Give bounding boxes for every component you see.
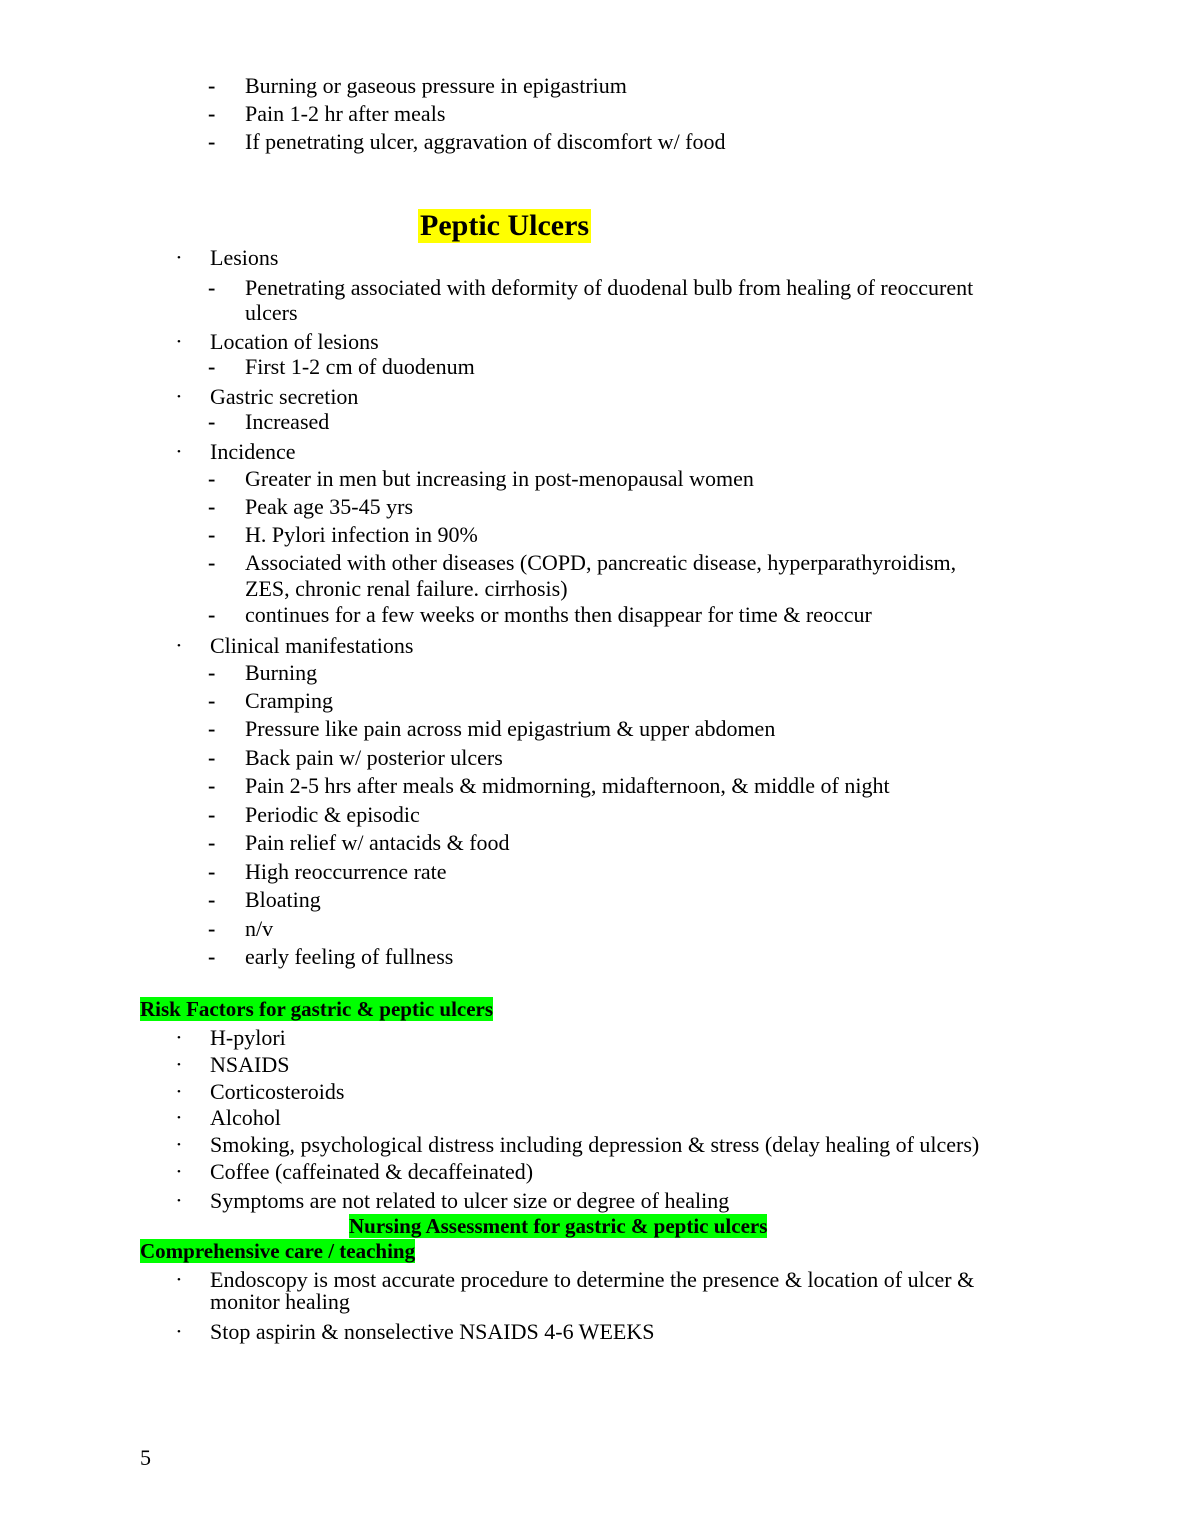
list-item: Incidence [210, 439, 296, 464]
dash-marker: - [208, 354, 216, 379]
page-number: 5 [140, 1445, 151, 1470]
dash-marker: - [208, 494, 216, 519]
bullet-marker: • [177, 1195, 181, 1207]
sub-item: Pressure like pain across mid epigastrium & upper abdomen [245, 716, 776, 741]
risk-item: Coffee (caffeinated & decaffeinated) [210, 1159, 534, 1184]
bullet-marker: • [177, 446, 181, 458]
dash-marker: - [208, 887, 216, 912]
list-item: Clinical manifestations [210, 633, 414, 658]
risk-item: NSAIDS [210, 1052, 290, 1077]
sub-item: Burning [245, 660, 318, 685]
bullet-marker: • [177, 1086, 181, 1098]
risk-item: Smoking, psychological distress including depression & stress (delay healing of ulcers) [210, 1132, 980, 1157]
risk-item: Corticosteroids [210, 1079, 345, 1104]
sub-item: Increased [245, 409, 330, 434]
dash-marker: - [208, 550, 216, 575]
intro-item: Pain 1-2 hr after meals [245, 101, 446, 126]
nursing-assessment-heading: Nursing Assessment for gastric & peptic ulcers [349, 1214, 768, 1238]
dash-marker: - [208, 73, 216, 98]
risk-item: Alcohol [210, 1105, 281, 1130]
care-item-continuation: monitor healing [210, 1289, 350, 1314]
dash-marker: - [208, 944, 216, 969]
comprehensive-care-heading: Comprehensive care / teaching [140, 1239, 416, 1263]
bullet-marker: • [177, 1326, 181, 1338]
sub-item: Associated with other diseases (COPD, pancreatic disease, hyperparathyroidism, [245, 550, 957, 575]
sub-item: First 1-2 cm of duodenum [245, 354, 475, 379]
sub-item: continues for a few weeks or months then disappear for time & reoccur [245, 602, 872, 627]
sub-item: Pain relief w/ antacids & food [245, 830, 510, 855]
sub-item: early feeling of fullness [245, 944, 454, 969]
sub-item: Periodic & episodic [245, 802, 420, 827]
dash-marker: - [208, 101, 216, 126]
bullet-marker: • [177, 1166, 181, 1178]
dash-marker: - [208, 830, 216, 855]
intro-item: If penetrating ulcer, aggravation of discomfort w/ food [245, 129, 726, 154]
dash-marker: - [208, 773, 216, 798]
sub-item-continuation: ulcers [245, 300, 298, 325]
sub-item: Greater in men but increasing in post-menopausal women [245, 466, 754, 491]
section-title: Peptic Ulcers [420, 209, 590, 242]
list-item: Gastric secretion [210, 384, 359, 409]
list-item: Location of lesions [210, 329, 379, 354]
dash-marker: - [208, 409, 216, 434]
dash-marker: - [208, 688, 216, 713]
sub-item: Cramping [245, 688, 333, 713]
dash-marker: - [208, 916, 216, 941]
dash-marker: - [208, 660, 216, 685]
dash-marker: - [208, 745, 216, 770]
sub-item: n/v [245, 916, 274, 941]
sub-item: Back pain w/ posterior ulcers [245, 745, 503, 770]
sub-item: High reoccurrence rate [245, 859, 447, 884]
dash-marker: - [208, 602, 216, 627]
sub-item-continuation: ZES, chronic renal failure. cirrhosis) [245, 576, 568, 601]
care-item: Endoscopy is most accurate procedure to determine the presence & location of ulcer & [210, 1267, 975, 1292]
intro-item: Burning or gaseous pressure in epigastrium [245, 73, 627, 98]
bullet-marker: • [177, 1112, 181, 1124]
sub-item: Bloating [245, 887, 321, 912]
risk-item: H-pylori [210, 1025, 286, 1050]
bullet-marker: • [177, 1274, 181, 1286]
care-item: Stop aspirin & nonselective NSAIDS 4-6 WEEKS [210, 1319, 655, 1344]
dash-marker: - [208, 466, 216, 491]
bullet-marker: • [177, 252, 181, 264]
dash-marker: - [208, 275, 216, 300]
bullet-marker: • [177, 391, 181, 403]
sub-item: H. Pylori infection in 90% [245, 522, 478, 547]
bullet-marker: • [177, 1059, 181, 1071]
bullet-marker: • [177, 640, 181, 652]
risk-item: Symptoms are not related to ulcer size or degree of healing [210, 1188, 730, 1213]
list-item: Lesions [210, 245, 279, 270]
bullet-marker: • [177, 1032, 181, 1044]
sub-item: Peak age 35-45 yrs [245, 494, 414, 519]
dash-marker: - [208, 522, 216, 547]
dash-marker: - [208, 129, 216, 154]
bullet-marker: • [177, 336, 181, 348]
bullet-marker: • [177, 1139, 181, 1151]
risk-factors-heading: Risk Factors for gastric & peptic ulcers [140, 997, 494, 1021]
dash-marker: - [208, 802, 216, 827]
dash-marker: - [208, 859, 216, 884]
sub-item: Penetrating associated with deformity of duodenal bulb from healing of reoccurent [245, 275, 974, 300]
sub-item: Pain 2-5 hrs after meals & midmorning, midafternoon, & middle of night [245, 773, 890, 798]
dash-marker: - [208, 716, 216, 741]
